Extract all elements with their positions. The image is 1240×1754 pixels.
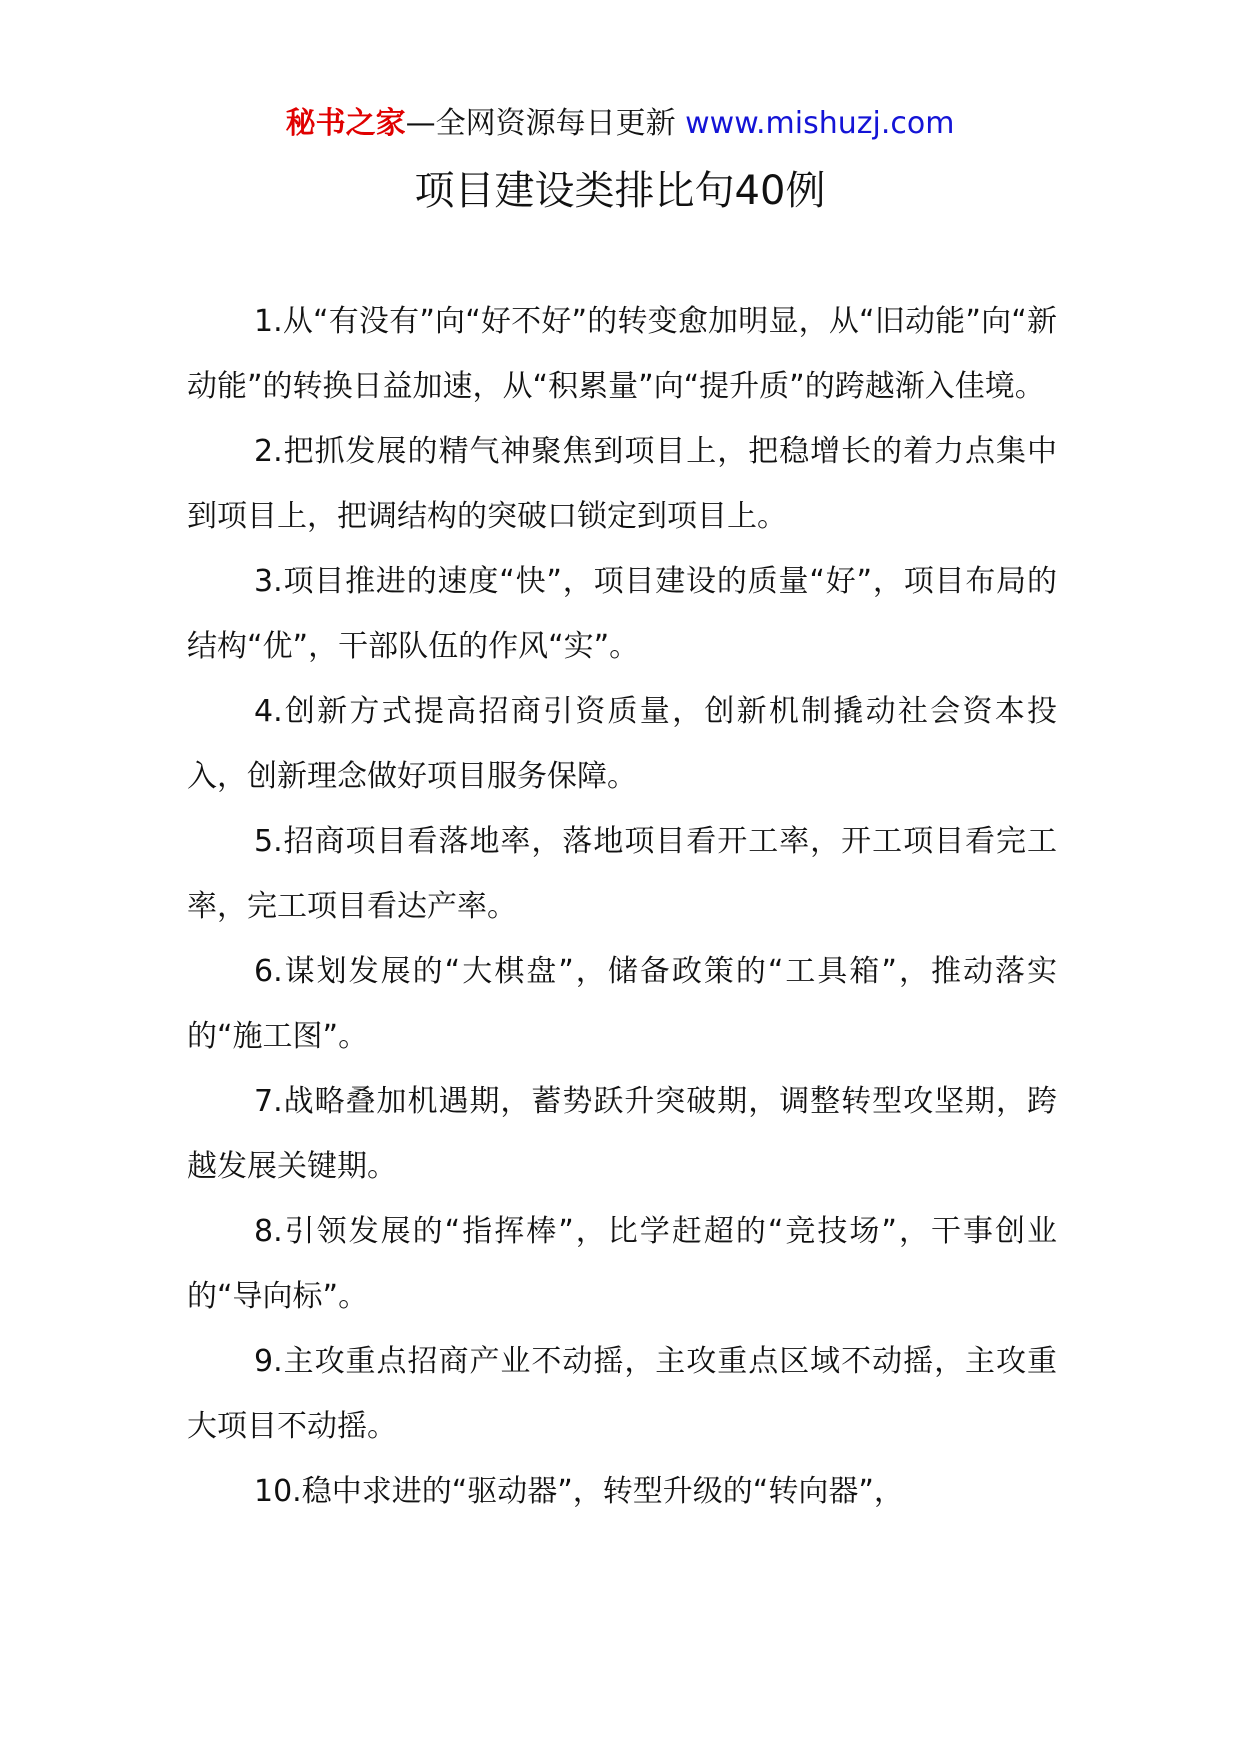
paragraph-3: 3.项目推进的速度“快”，项目建设的质量“好”，项目布局的结构“优”，干部队伍的作风“实”。 xyxy=(187,564,1057,664)
paragraph-6: 6.谋划发展的“大棋盘”，储备政策的“工具箱”，推动落实的“施工图”。 xyxy=(187,954,1057,1054)
paragraph-2: 2.把抓发展的精气神聚焦到项目上，把稳增长的着力点集中到项目上，把调结构的突破口锁定到项目上。 xyxy=(187,434,1057,534)
paragraph-4: 4.创新方式提高招商引资质量，创新机制撬动社会资本投入，创新理念做好项目服务保障。 xyxy=(187,694,1057,794)
paragraph-10: 10.稳中求进的“驱动器”，转型升级的“转向器”， xyxy=(254,1474,904,1509)
paragraph-5: 5.招商项目看落地率，落地项目看开工率，开工项目看完工率，完工项目看达产率。 xyxy=(187,824,1057,924)
document-title: 项目建设类排比句40例 xyxy=(414,168,826,214)
paragraph-9: 9.主攻重点招商产业不动摇，主攻重点区域不动摇，主攻重大项目不动摇。 xyxy=(187,1344,1057,1444)
site-tagline: —全网资源每日更新 xyxy=(405,106,676,141)
site-name: 秘书之家 xyxy=(285,106,406,141)
paragraph-8: 8.引领发展的“指挥棒”，比学赶超的“竞技场”，干事创业的“导向标”。 xyxy=(187,1214,1057,1314)
site-url-link[interactable]: www.mishuzj.com xyxy=(685,106,955,141)
paragraph-1: 1.从“有没有”向“好不好”的转变愈加明显，从“旧动能”向“新动能”的转换日益加速，从“积累量”向“提升质”的跨越渐入佳境。 xyxy=(187,304,1057,404)
paragraph-7: 7.战略叠加机遇期，蓄势跃升突破期，调整转型攻坚期，跨越发展关键期。 xyxy=(187,1084,1057,1184)
site-header xyxy=(0,102,1240,146)
document-body xyxy=(187,289,1057,1524)
